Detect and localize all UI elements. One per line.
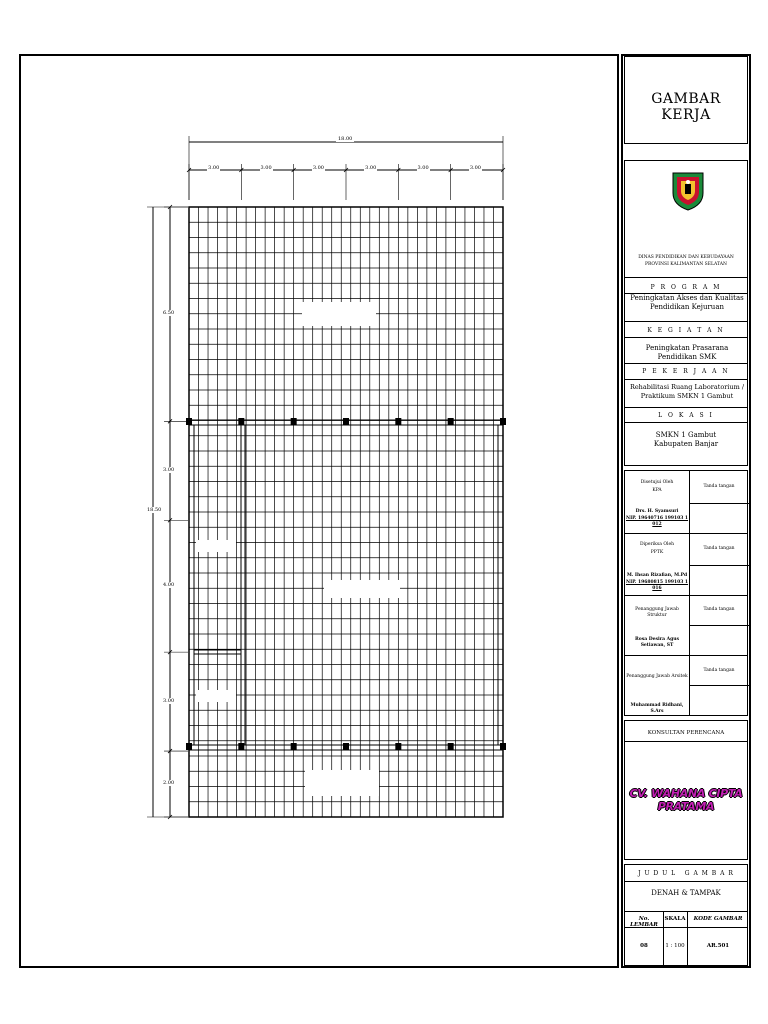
bay-dimension-label: 3.00 (417, 165, 429, 171)
pekerjaan-value: Rehabilitasi Ruang Laboratorium / Praktikum SMKN 1 Gambut (629, 383, 745, 400)
bay-dimension-label: 3.00 (260, 165, 272, 171)
approver-role-sub: KPA (652, 488, 662, 493)
roof-grid (189, 207, 503, 817)
approver-name: Drs. H. Syamsuri (635, 509, 679, 514)
signature-label: Tanda tangan (703, 546, 735, 551)
consultant-label: KONSULTAN PERENCANA (647, 730, 725, 736)
scale-value: 1 : 100 (665, 943, 685, 949)
column-marker (291, 418, 297, 425)
column-marker (343, 743, 349, 750)
approver-role-sub: PPTK (650, 550, 664, 555)
room-label-gap (302, 302, 376, 326)
approver-role: Penanggung Jawab Arsitek (626, 674, 688, 679)
segment-dimension-label: 4.00 (163, 582, 175, 589)
approver-name: Rosa Desira Agus Setiawan, ST (634, 637, 680, 648)
segment-dimension-label: 2.00 (163, 780, 175, 787)
program-label: P R O G R A M (650, 284, 722, 291)
consultant-logo-text: CV. WAHANA CIPTA PRATAMA (629, 787, 743, 813)
program-value: Peningkatan Akses dan Kualitas Pendidikan Kejuruan (630, 294, 744, 311)
kegiatan-label: K E G I A T A N (647, 327, 725, 334)
code-value: AR.501 (706, 943, 730, 949)
title-box (624, 56, 748, 144)
approver-role: Penanggung Jawab Struktur (635, 607, 679, 618)
approver-role: Diperiksa Oleh (639, 542, 675, 547)
segment-dimension-label: 3.00 (163, 697, 175, 704)
signature-label: Tanda tangan (703, 607, 735, 612)
column-marker (238, 743, 244, 750)
column-marker (395, 418, 401, 425)
kegiatan-value: Peningkatan Prasarana Pendidikan SMK (645, 344, 729, 361)
column-marker (448, 743, 454, 750)
total-width-label: 18.00 (338, 136, 353, 142)
agency-line-2: PROVINSI KALIMANTAN SELATAN (645, 262, 727, 267)
approver-name: Muhammad Ridhani, S.Ars (630, 703, 684, 714)
room-label-gap (196, 690, 236, 702)
column-marker (343, 418, 349, 425)
room-label-gap (324, 580, 400, 598)
drawing-title-value: DENAH & TAMPAK (651, 889, 721, 897)
segment-dimension-label: 3.00 (163, 466, 175, 473)
bay-dimension-label: 3.00 (312, 165, 324, 171)
agency-line-1: DINAS PENDIDIKAN DAN KEBUDAYAAN (638, 255, 734, 260)
signature-label: Tanda tangan (703, 484, 735, 489)
project-box (624, 160, 748, 466)
drawing-title-label: J U D U L G A M B A R (638, 870, 734, 877)
code-label: KODE GAMBAR (693, 916, 743, 922)
segment-dimension-label: 6.50 (163, 310, 175, 317)
approver-role: Disetujui Oleh (640, 480, 674, 485)
scale-label: SKALA (664, 916, 686, 922)
pekerjaan-label: P E K E R J A A N (642, 368, 730, 375)
bay-dimension-label: 3.00 (469, 165, 481, 171)
column-marker (238, 418, 244, 425)
regional-emblem-icon (671, 171, 705, 211)
bay-dimension-label: 3.00 (208, 165, 220, 171)
column-marker (291, 743, 297, 750)
lokasi-label: L O K A S I (658, 412, 714, 419)
consultant-box (624, 720, 748, 860)
approver-name: M. Ihsan Rizafian, M.Pd (626, 573, 688, 578)
approver-nip: NIP. 19640716 199103 1 012 (625, 516, 689, 527)
sheet-no-label: No. LEMBAR (630, 916, 658, 928)
signature-label: Tanda tangan (703, 668, 735, 673)
drawing-title-box (624, 864, 748, 966)
column-marker (395, 743, 401, 750)
room-label-gap (196, 540, 236, 552)
column-marker (448, 418, 454, 425)
sheet-no-value: 08 (640, 943, 648, 949)
lokasi-line-2: Kabupaten Banjar (653, 440, 719, 448)
bay-dimension-label: 3.00 (365, 165, 377, 171)
lokasi-line-1: SMKN 1 Gambut (655, 431, 717, 439)
room-label-gap (305, 770, 379, 796)
approval-table (624, 470, 748, 716)
total-height-label: 18.50 (147, 507, 162, 513)
sheet-title: GAMBAR KERJA (651, 91, 721, 123)
approver-nip: NIP. 19680815 199103 1 016 (625, 580, 689, 591)
